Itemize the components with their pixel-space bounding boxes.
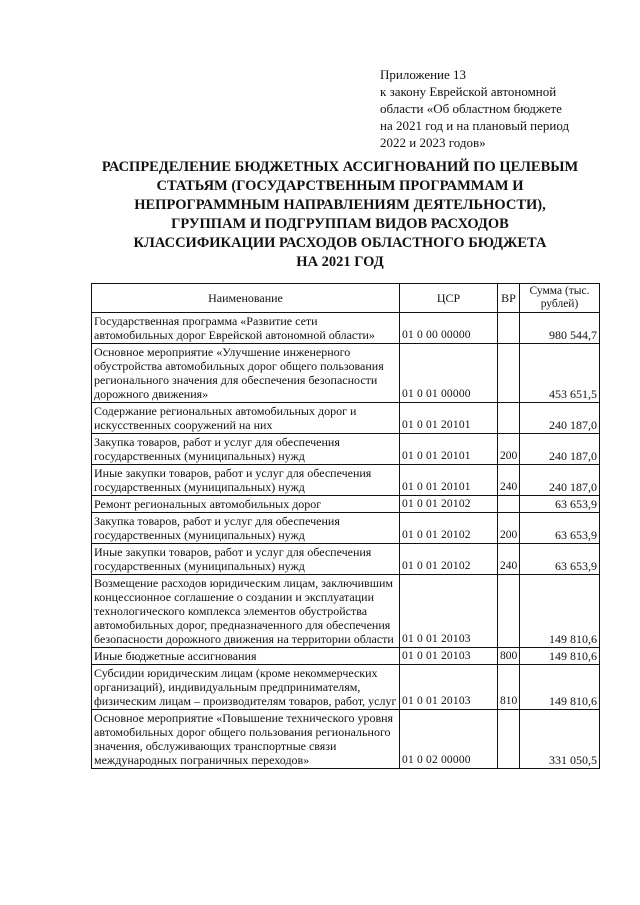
cell-sum: 63 653,9 [520,513,600,544]
appendix-line: 2022 и 2023 годов» [380,135,486,150]
cell-sum: 240 187,0 [520,434,600,465]
cell-name: Иные бюджетные ассигнования [92,648,400,665]
appendix-note [380,66,620,151]
cell-name: Основное мероприятие «Повышение технического уровня автомобильных дорог общего пользования регионального значения, обслуживающих транспортные связи международных пограничных переходов» [92,710,400,769]
cell-csr: 01 0 01 20102 [400,496,498,513]
cell-csr: 01 0 00 00000 [400,313,498,344]
table-row [92,465,600,496]
cell-sum: 63 653,9 [520,496,600,513]
cell-sum: 63 653,9 [520,544,600,575]
cell-vr: 810 [498,665,520,710]
cell-sum: 149 810,6 [520,575,600,648]
title-line: СТАТЬЯМ (ГОСУДАРСТВЕННЫМ ПРОГРАММАМ И [156,178,524,194]
cell-csr: 01 0 01 20103 [400,575,498,648]
cell-csr: 01 0 01 20101 [400,434,498,465]
cell-vr: 240 [498,544,520,575]
cell-csr: 01 0 01 20101 [400,465,498,496]
cell-vr [498,496,520,513]
cell-vr: 800 [498,648,520,665]
cell-vr [498,575,520,648]
cell-csr: 01 0 01 20101 [400,403,498,434]
appendix-line: к закону Еврейской автономной [380,84,557,99]
table-row [92,544,600,575]
cell-sum: 453 651,5 [520,344,600,403]
table-row [92,496,600,513]
table-row [92,434,600,465]
appendix-line: Приложение 13 [380,67,467,82]
cell-sum: 240 187,0 [520,403,600,434]
cell-csr: 01 0 02 00000 [400,710,498,769]
appendix-line: на 2021 год и на плановый период [380,118,570,133]
table-header-row [92,284,600,313]
cell-csr: 01 0 01 00000 [400,344,498,403]
cell-name: Содержание региональных автомобильных дорог и искусственных сооружений на них [92,403,400,434]
table-body [92,313,600,769]
cell-vr [498,313,520,344]
table-row [92,665,600,710]
title-line: КЛАССИФИКАЦИИ РАСХОДОВ ОБЛАСТНОГО БЮДЖЕТА [133,235,547,251]
cell-csr: 01 0 01 20103 [400,665,498,710]
document-title [80,158,600,272]
table-row [92,648,600,665]
budget-allocation-table [91,283,600,769]
cell-name: Иные закупки товаров, работ и услуг для обеспечения государственных (муниципальных) нужд [92,465,400,496]
title-line: НА 2021 ГОД [296,254,384,270]
cell-vr [498,710,520,769]
title-line: НЕПРОГРАММНЫМ НАПРАВЛЕНИЯМ ДЕЯТЕЛЬНОСТИ), [134,197,546,213]
header-name: Наименование [92,284,400,313]
cell-vr: 200 [498,434,520,465]
title-line: РАСПРЕДЕЛЕНИЕ БЮДЖЕТНЫХ АССИГНОВАНИЙ ПО ЦЕЛЕВЫМ [101,159,579,175]
cell-name: Закупка товаров, работ и услуг для обеспечения государственных (муниципальных) нужд [92,434,400,465]
table-row [92,403,600,434]
header-csr: ЦСР [400,284,498,313]
cell-sum: 240 187,0 [520,465,600,496]
cell-name: Ремонт региональных автомобильных дорог [92,496,400,513]
table-row [92,313,600,344]
cell-name: Государственная программа «Развитие сети автомобильных дорог Еврейской автономной области» [92,313,400,344]
header-vr: ВР [498,284,520,313]
title-line: ГРУППАМ И ПОДГРУППАМ ВИДОВ РАСХОДОВ [171,216,509,232]
cell-name: Возмещение расходов юридическим лицам, заключившим концессионное соглашение о создании и эксплуатации технологического комплекса элементов обустройства автомобильных дорог, предназначенного для обеспечения безопасности дорожного движения на территории области [92,575,400,648]
cell-vr: 240 [498,465,520,496]
table-row [92,513,600,544]
table-row [92,575,600,648]
cell-vr [498,344,520,403]
cell-name: Субсидии юридическим лицам (кроме некоммерческих организаций), индивидуальным предпринимателям, физическим лицам – производителям товаров, работ, услуг [92,665,400,710]
cell-vr: 200 [498,513,520,544]
cell-csr: 01 0 01 20103 [400,648,498,665]
cell-vr [498,403,520,434]
cell-sum: 980 544,7 [520,313,600,344]
cell-sum: 331 050,5 [520,710,600,769]
cell-sum: 149 810,6 [520,648,600,665]
cell-csr: 01 0 01 20102 [400,513,498,544]
table-row [92,344,600,403]
cell-sum: 149 810,6 [520,665,600,710]
cell-name: Закупка товаров, работ и услуг для обеспечения государственных (муниципальных) нужд [92,513,400,544]
header-sum: Сумма (тыс. рублей) [520,284,600,313]
table-row [92,710,600,769]
appendix-line: области «Об областном бюджете [380,101,562,116]
cell-name: Основное мероприятие «Улучшение инженерного обустройства автомобильных дорог общего пользования регионального значения для обеспечения безопасности дорожного движения» [92,344,400,403]
cell-csr: 01 0 01 20102 [400,544,498,575]
cell-name: Иные закупки товаров, работ и услуг для обеспечения государственных (муниципальных) нужд [92,544,400,575]
